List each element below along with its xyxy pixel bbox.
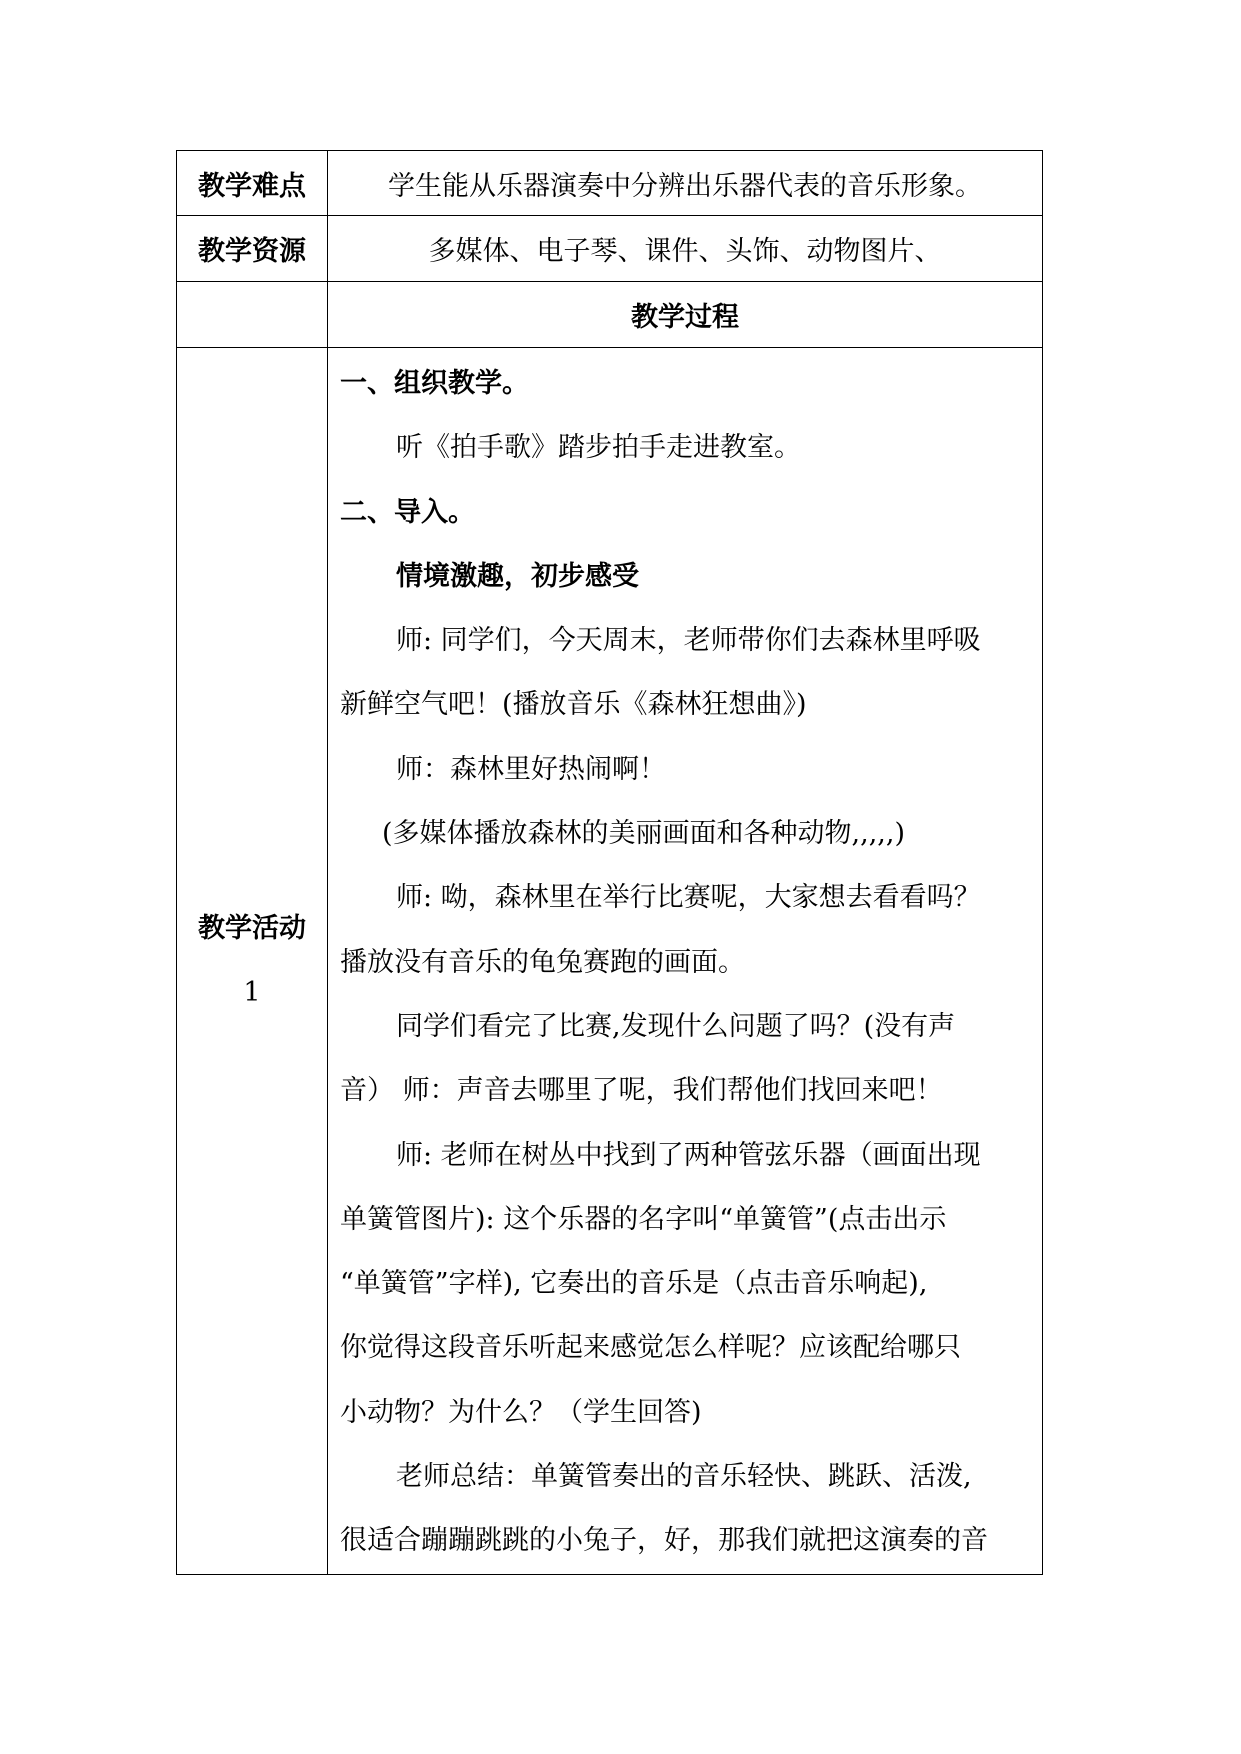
difficulty-row — [177, 151, 1043, 216]
paragraph-line: 同学们看完了比赛,发现什么问题了吗？(没有声 — [396, 1010, 956, 1042]
section-heading: 二、导入。 — [340, 496, 475, 528]
paragraph-line: 很适合蹦蹦跳跳的小兔子，好，那我们就把这演奏的音 — [340, 1525, 988, 1557]
activity-content — [328, 348, 1043, 1575]
paragraph-line: 师：森林里好热闹啊！ — [396, 753, 666, 785]
section-heading: 一、组织教学。 — [340, 368, 529, 399]
process-header-row — [177, 282, 1043, 348]
paragraph-line: 师: 呦，森林里在举行比赛呢，大家想去看看吗？ — [396, 882, 981, 914]
activity-label-cell — [177, 348, 328, 1575]
paragraph-line: 师: 同学们，今天周末，老师带你们去森林里呼吸 — [396, 625, 981, 657]
resources-text: 多媒体、电子琴、课件、头饰、动物图片、 — [328, 216, 1043, 282]
subsection-heading: 情境激趣，初步感受 — [396, 560, 639, 592]
paragraph-line: 新鲜空气吧！(播放音乐《森林狂想曲》) — [340, 689, 807, 721]
resources-row — [177, 216, 1043, 282]
paragraph-line: 单簧管图片): 这个乐器的名字叫“单簧管”(点击出示 — [340, 1203, 947, 1235]
paragraph-line: 老师总结：单簧管奏出的音乐轻快、跳跃、活泼, — [396, 1461, 972, 1493]
lesson-plan-table — [176, 150, 1043, 1575]
activity-row — [177, 348, 1043, 1575]
process-header-empty-cell — [177, 282, 328, 348]
paragraph-line: 播放没有音乐的龟兔赛跑的画面。 — [340, 946, 745, 978]
paragraph-line: 小动物？为什么？（学生回答) — [340, 1396, 702, 1428]
paragraph-line: (多媒体播放森林的美丽画面和各种动物,,,,,) — [382, 818, 905, 850]
paragraph-line: 师: 老师在树丛中找到了两种管弦乐器（画面出现 — [396, 1139, 981, 1171]
paragraph-line: “单簧管”字样), 它奏出的音乐是（点击音乐响起), — [340, 1268, 928, 1300]
resources-label: 教学资源 — [177, 216, 328, 282]
difficulty-label: 教学难点 — [177, 151, 328, 216]
difficulty-text: 学生能从乐器演奏中分辨出乐器代表的音乐形象。 — [328, 151, 1043, 216]
process-heading: 教学过程 — [328, 282, 1043, 348]
paragraph-line: 听《拍手歌》踏步拍手走进教室。 — [396, 432, 801, 464]
activity-label: 教学活动 — [198, 912, 306, 944]
paragraph-line: 音） 师：声音去哪里了呢，我们帮他们找回来吧！ — [340, 1075, 943, 1107]
activity-number: 1 — [243, 976, 261, 1008]
paragraph-line: 你觉得这段音乐听起来感觉怎么样呢？应该配给哪只 — [340, 1332, 961, 1364]
